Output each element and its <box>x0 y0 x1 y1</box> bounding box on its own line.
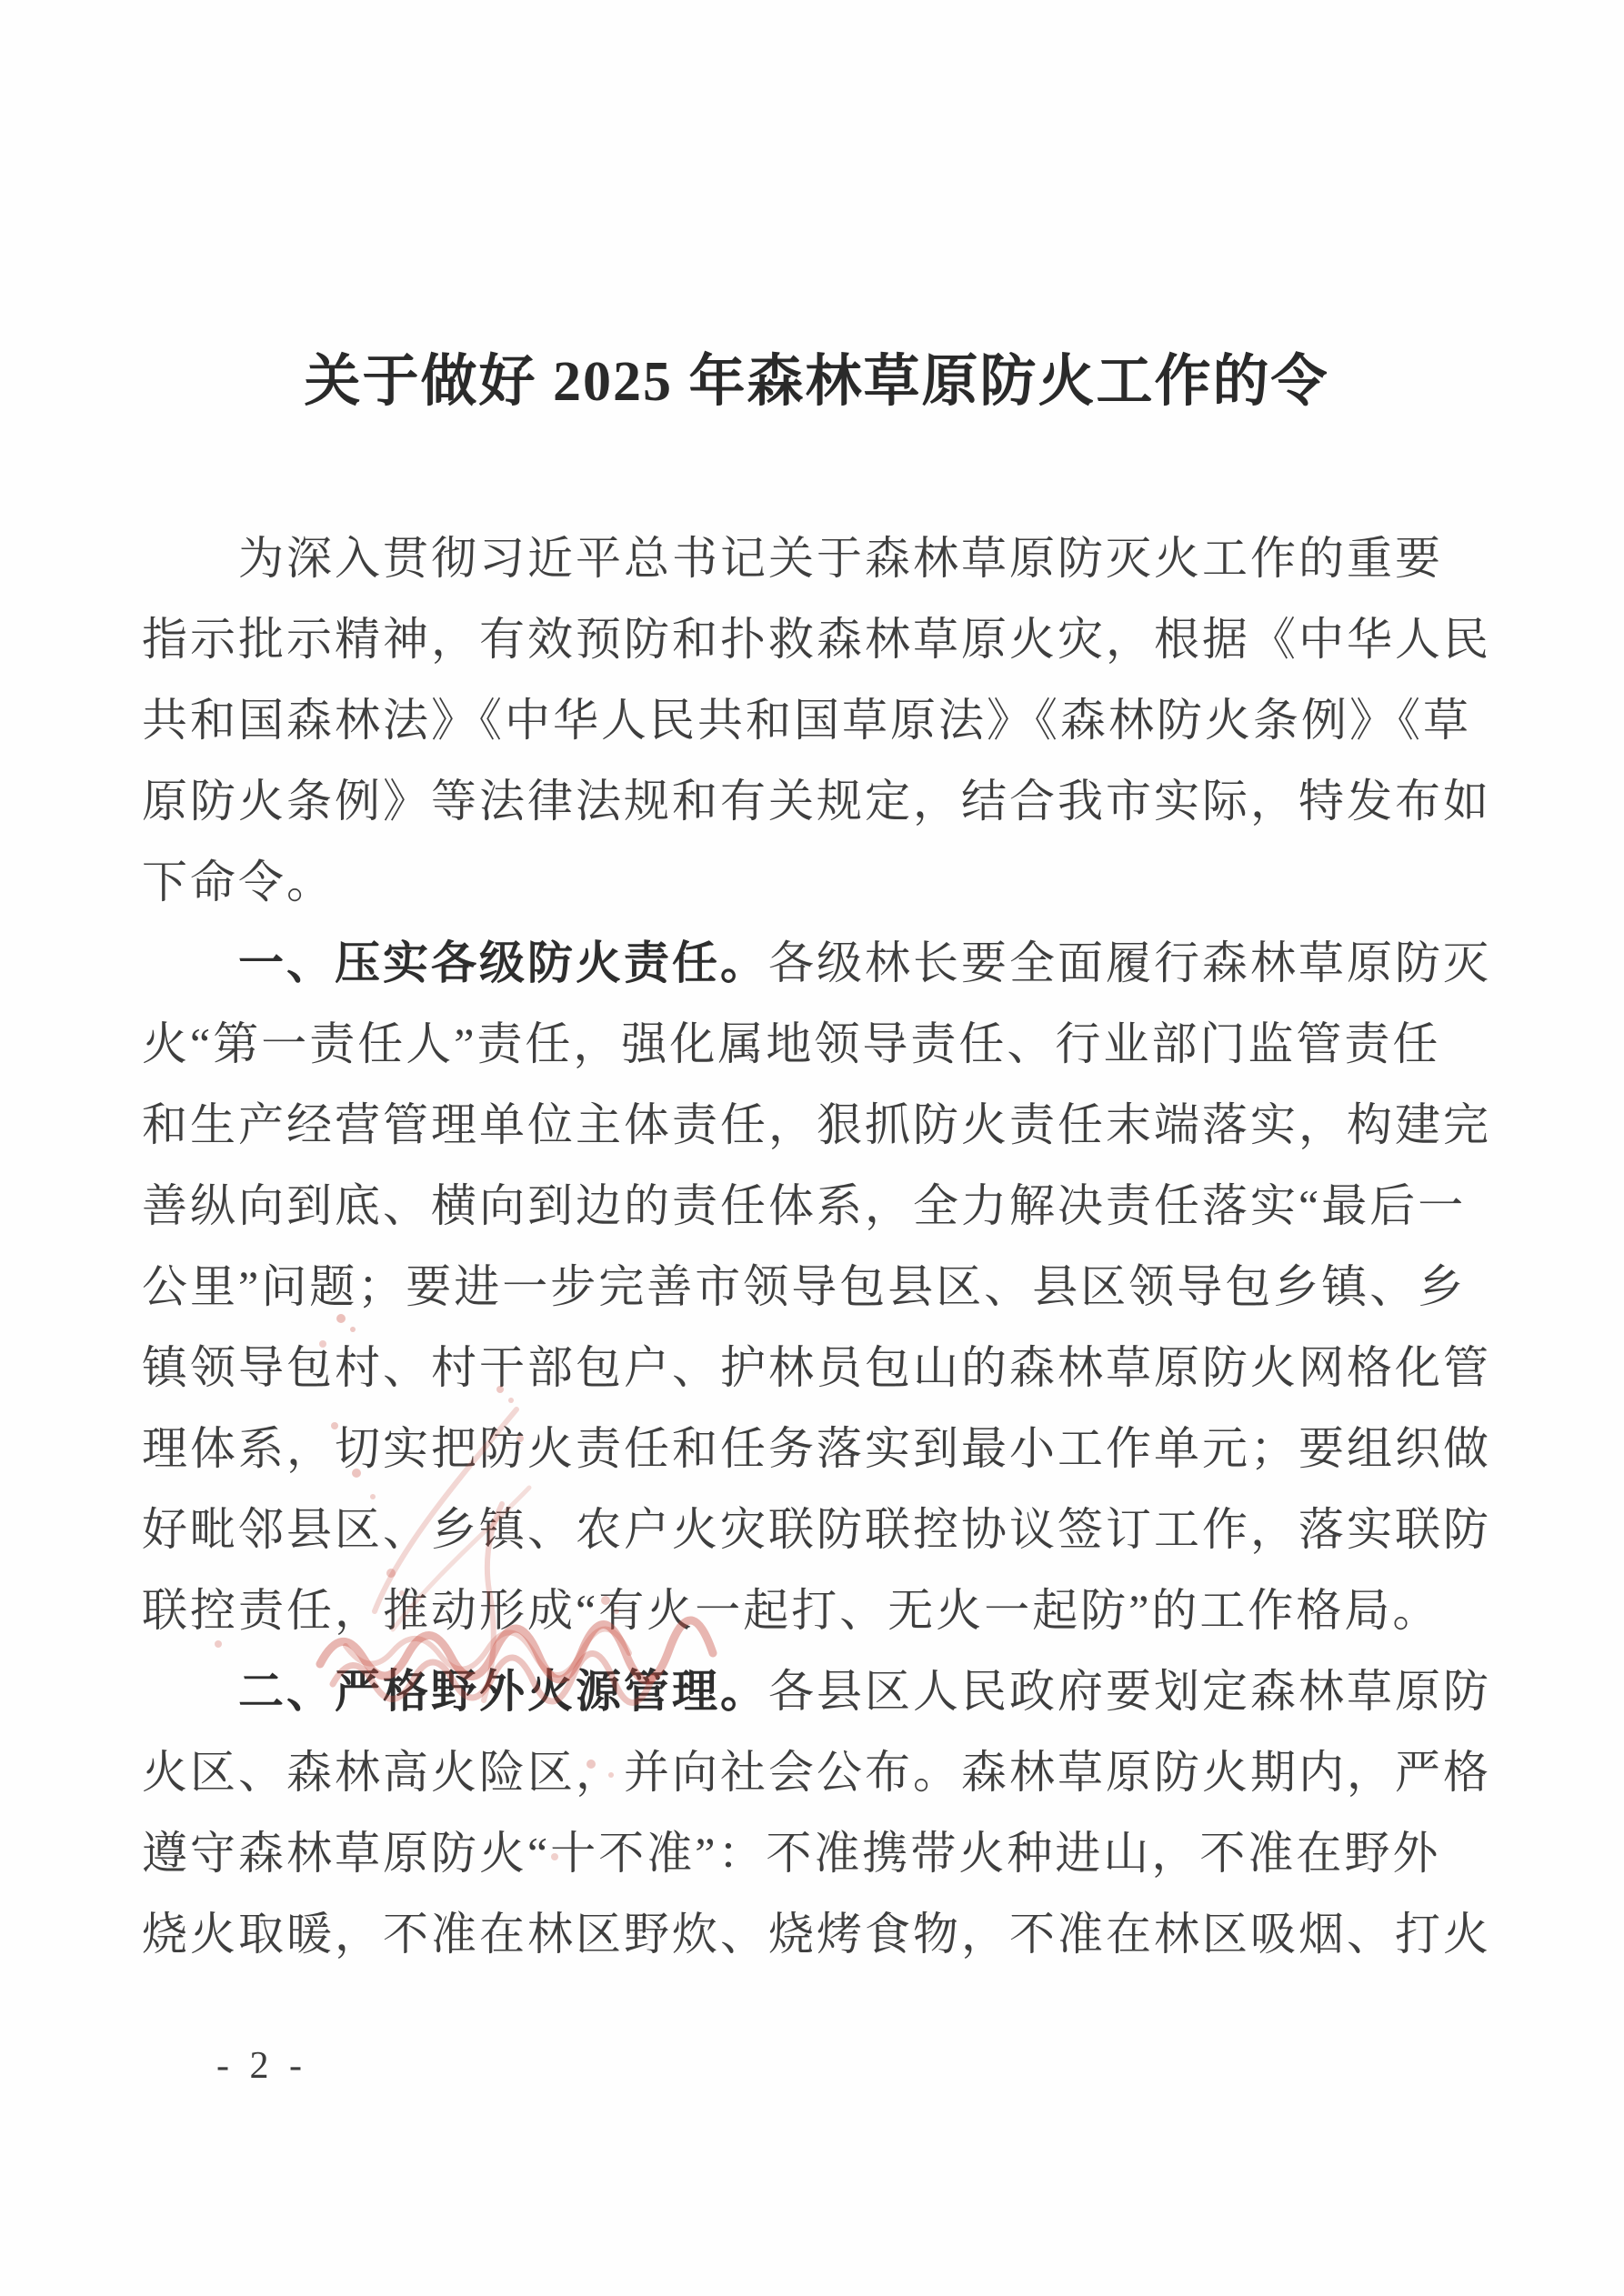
body-line: 二、严格野外火源管理。各县区人民政府要划定森林草原防 <box>238 1666 1491 1717</box>
body-line: 共和国森林法》《中华人民共和国草原法》《森林防火条例》《草 <box>142 695 1471 746</box>
document-title: 关于做好 2025 年森林草原防火工作的令 <box>304 351 1329 413</box>
body-line: 原防火条例》等法律法规和有关规定，结合我市实际，特发布如 <box>142 776 1491 827</box>
body-line: 指示批示精神，有效预防和扑救森林草原火灾，根据《中华人民 <box>142 614 1491 665</box>
body-line: 遵守森林草原防火“十不准”：不准携带火种进山，不准在野外 <box>142 1828 1441 1879</box>
body-line: 公里”问题；要进一步完善市领导包县区、县区领导包乡镇、乡 <box>142 1261 1467 1312</box>
body-line: 善纵向到底、横向到边的责任体系，全力解决责任落实“最后一 <box>142 1180 1467 1231</box>
body-text <box>142 518 1502 1975</box>
body-line: 为深入贯彻习近平总书记关于森林草原防灭火工作的重要 <box>238 533 1443 584</box>
page-number: - 2 - <box>216 2045 307 2087</box>
body-line: 镇领导包村、村干部包户、护林员包山的森林草原防火网格化管 <box>142 1342 1491 1393</box>
body-line: 理体系，切实把防火责任和任务落实到最小工作单元；要组织做 <box>142 1423 1491 1474</box>
body-line: 一、压实各级防火责任。各级林长要全面履行森林草原防灭 <box>238 937 1491 988</box>
section-heading: 二、严格野外火源管理。 <box>238 1666 768 1717</box>
body-line: 下命令。 <box>142 857 335 907</box>
body-line: 火“第一责任人”责任，强化属地领导责任、行业部门监管责任 <box>142 1018 1441 1069</box>
body-line: 联控责任，推动形成“有火一起打、无火一起防”的工作格局。 <box>142 1585 1441 1636</box>
body-line: 火区、森林高火险区，并向社会公布。森林草原防火期内，严格 <box>142 1747 1491 1798</box>
body-line: 好毗邻县区、乡镇、农户火灾联防联控协议签订工作，落实联防 <box>142 1504 1491 1555</box>
body-line: 和生产经营管理单位主体责任，狠抓防火责任末端落实，构建完 <box>142 1099 1491 1150</box>
section-heading: 一、压实各级防火责任。 <box>238 937 768 988</box>
body-line: 烧火取暖，不准在林区野炊、烧烤食物，不准在林区吸烟、打火 <box>142 1909 1491 1960</box>
